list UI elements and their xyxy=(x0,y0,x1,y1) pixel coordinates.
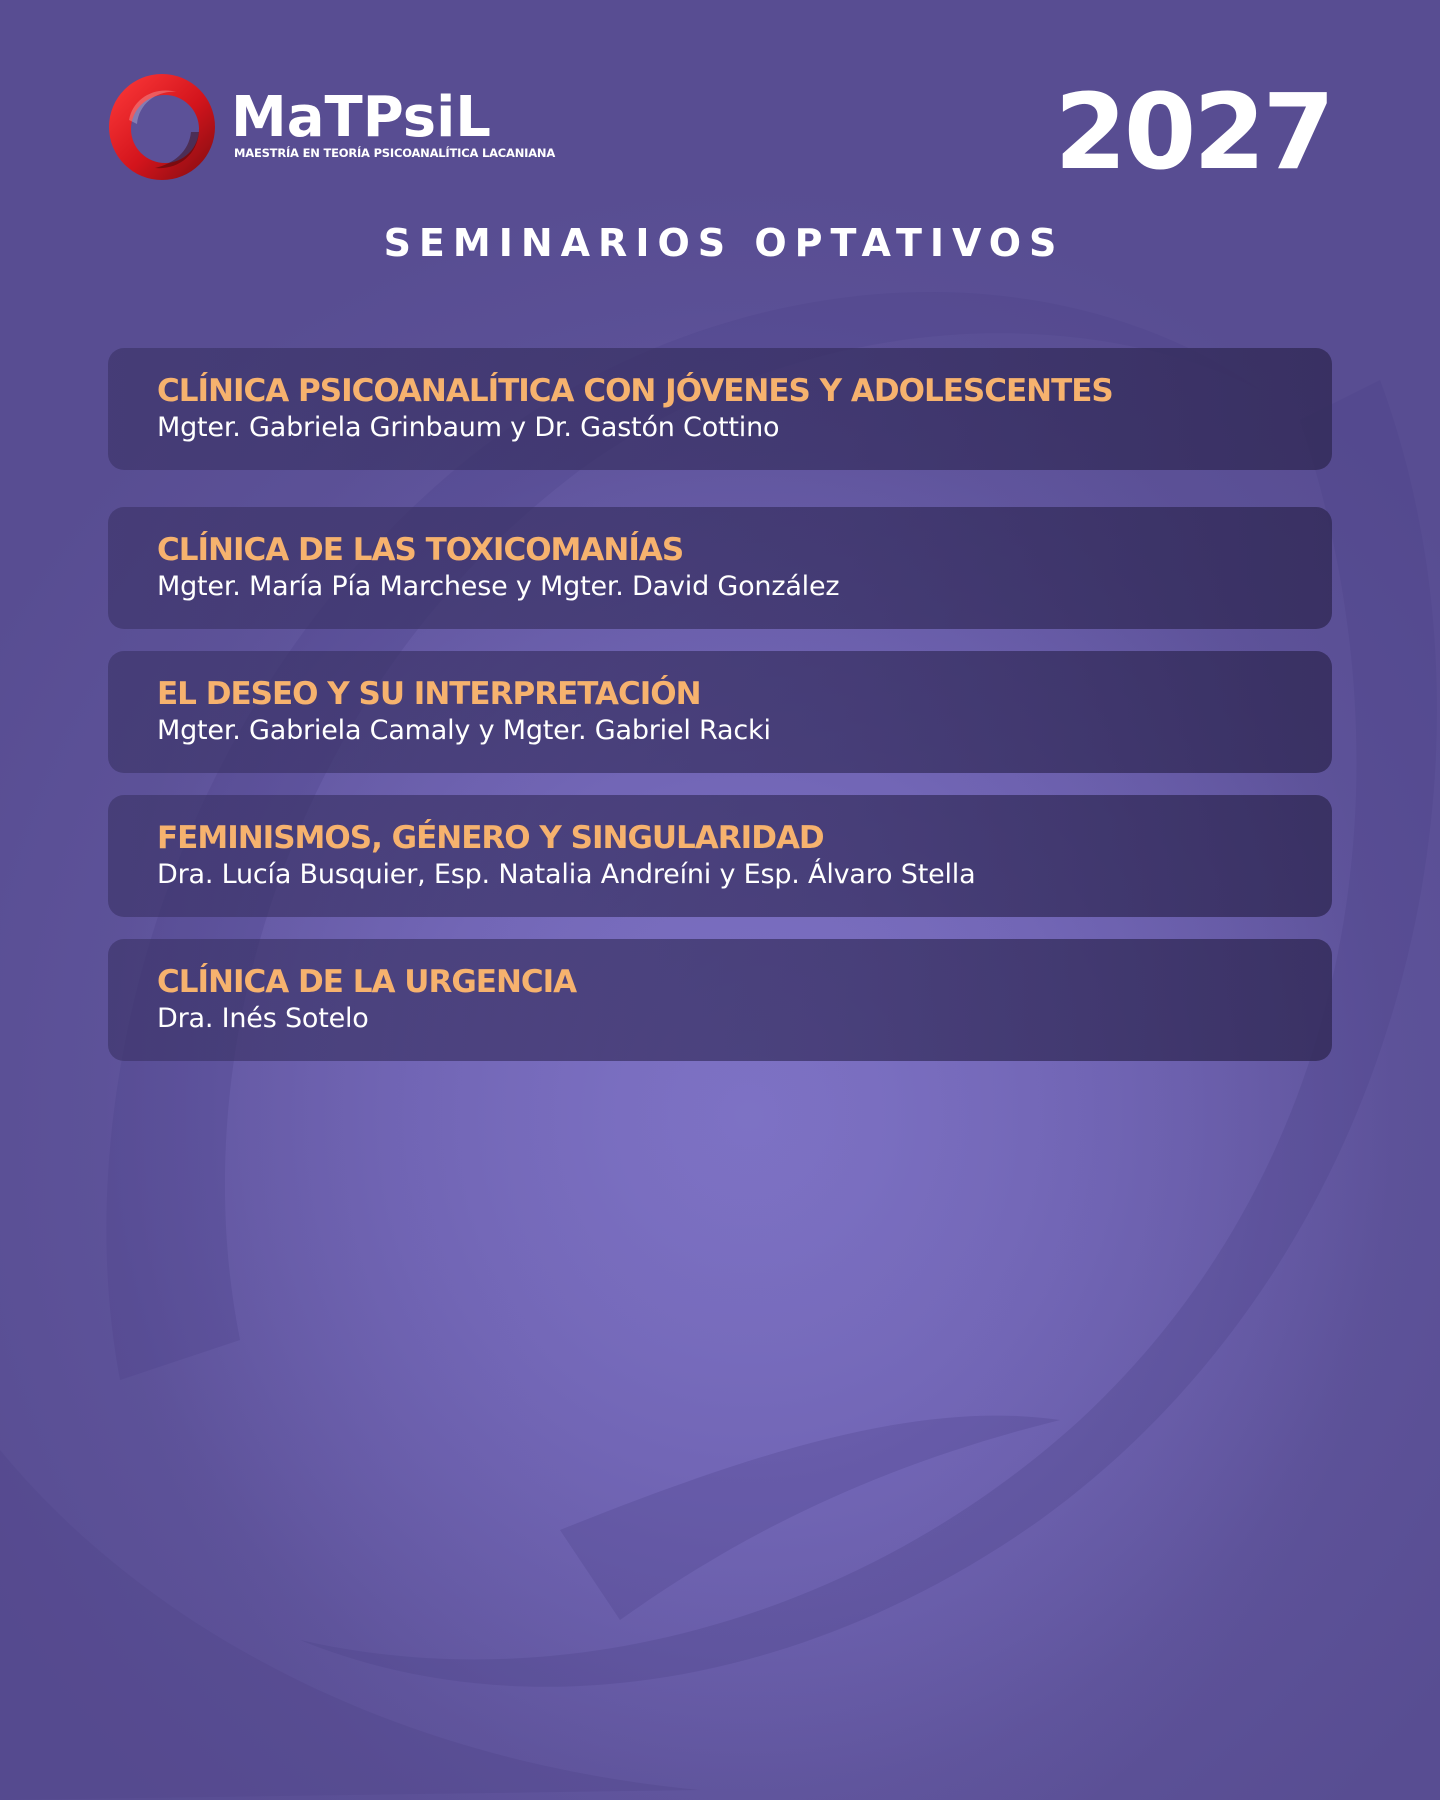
section-title: SEMINARIOS OPTATIVOS xyxy=(383,221,1065,265)
seminar-card xyxy=(108,939,1332,1061)
matpsil-logo xyxy=(107,72,556,182)
seminar-title: FEMINISMOS, GÉNERO Y SINGULARIDAD xyxy=(157,820,824,856)
seminar-authors: Mgter. Gabriela Grinbaum y Dr. Gastón Cottino xyxy=(157,412,780,443)
seminar-authors: Dra. Lucía Busquier, Esp. Natalia Andreíni y Esp. Álvaro Stella xyxy=(157,859,976,890)
seminar-title: EL DESEO Y SU INTERPRETACIÓN xyxy=(157,676,701,712)
seminar-title: CLÍNICA DE LAS TOXICOMANÍAS xyxy=(157,532,684,568)
seminar-card xyxy=(108,651,1332,773)
seminar-title: CLÍNICA DE LA URGENCIA xyxy=(157,964,577,1000)
seminar-card xyxy=(108,348,1332,470)
header xyxy=(0,0,1440,300)
ring-logo-icon xyxy=(107,72,217,182)
year: 2027 xyxy=(1054,71,1332,193)
seminar-authors: Dra. Inés Sotelo xyxy=(157,1003,369,1034)
seminar-authors: Mgter. Gabriela Camaly y Mgter. Gabriel Racki xyxy=(157,715,771,746)
seminar-authors: Mgter. María Pía Marchese y Mgter. David González xyxy=(157,571,840,602)
seminar-card xyxy=(108,507,1332,629)
seminar-card xyxy=(108,795,1332,917)
seminar-title: CLÍNICA PSICOANALÍTICA CON JÓVENES Y ADOLESCENTES xyxy=(157,373,1113,409)
brand-tagline: MAESTRÍA EN TEORÍA PSICOANALÍTICA LACANIANA xyxy=(234,146,556,160)
brand-name: MaTPsiL xyxy=(231,85,491,150)
